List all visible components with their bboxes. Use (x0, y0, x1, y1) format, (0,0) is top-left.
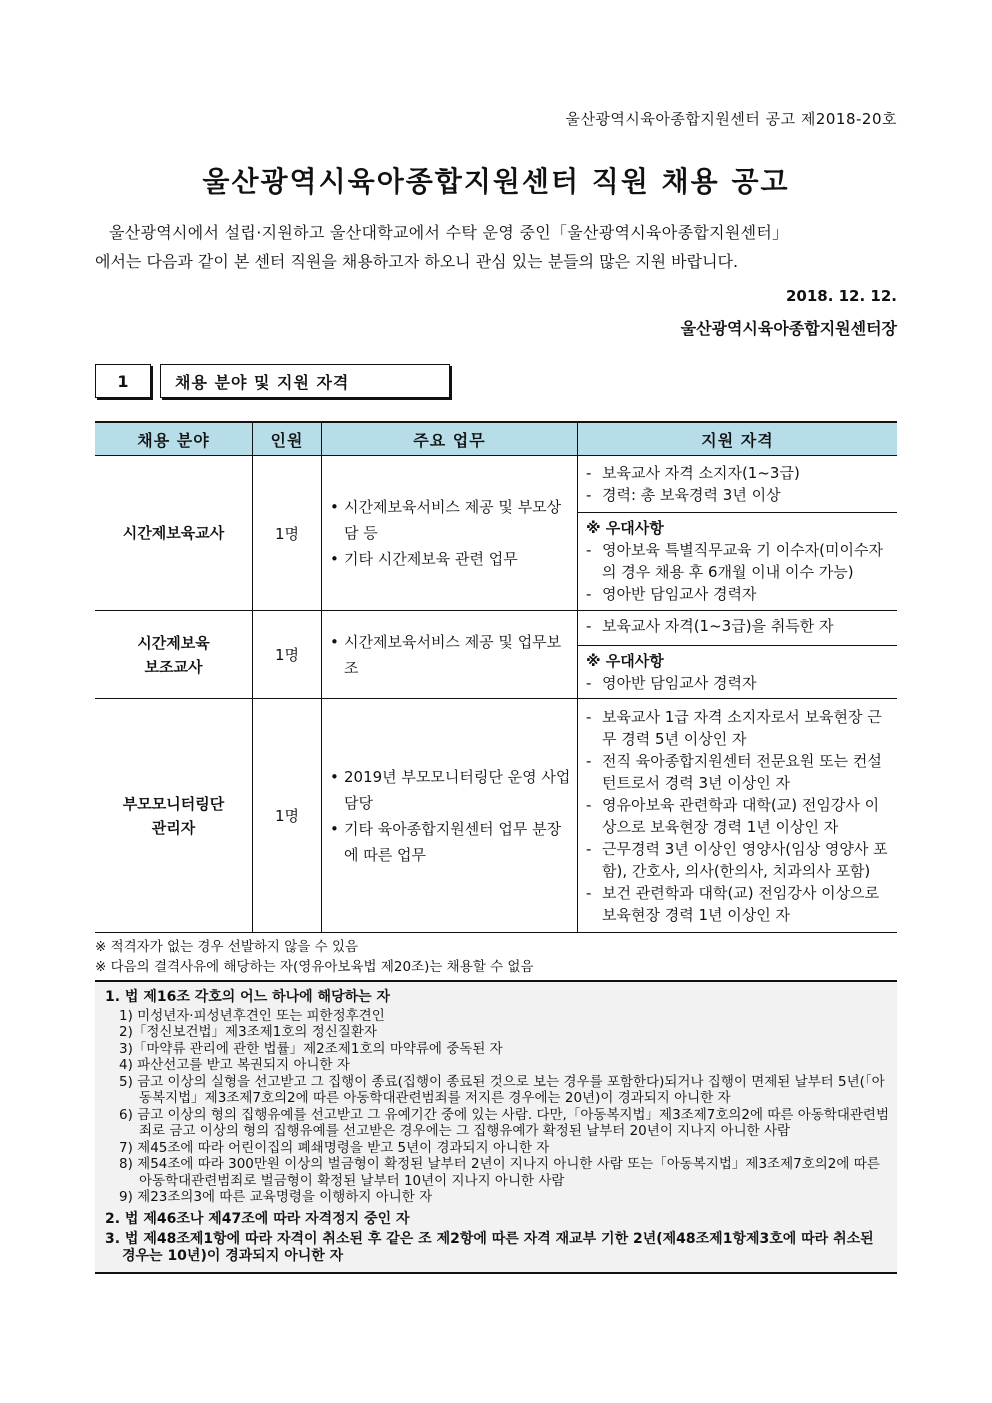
table-row (95, 699, 897, 933)
qualification-item: - 근무경력 3년 이상인 영양사(임상 영양사 포함), 간호사, 의사(한의사, 치과의사 포함) (582, 838, 891, 882)
field-name: 보조교사 (144, 657, 203, 676)
list-item: 8) 제54조에 따라 300만원 이상의 벌금형이 확정된 날부터 2년이 지나지 아니한 사람 또는「아동복지법」제3조제7호의2에 따른 아동학대관련범죄로 벌금형이 확정된 날부터 10년이 지나지 아니한 사람 (119, 1156, 880, 1189)
qualification-item: - 경력: 총 보육경력 3년 이상 (582, 484, 891, 506)
intro-paragraph (95, 218, 900, 276)
preference-item: - 영아반 담임교사 경력자 (582, 672, 891, 694)
header-field: 채용 분야 (95, 422, 253, 456)
header-count: 인원 (253, 422, 322, 456)
field-name: 시간제보육 (137, 633, 210, 652)
list-item: 3)「마약류 관리에 관한 법률」제2조제1호의 마약류에 중독된 자 (119, 1040, 503, 1057)
qualification-item: - 보건 관련학과 대학(교) 전임강사 이상으로 보육현장 경력 1년 이상인 자 (582, 882, 891, 926)
duty-item: • 2019년 부모모니터링단 운영 사업 담당 (326, 764, 571, 816)
intro-line: 울산광역시에서 설립·지원하고 울산대학교에서 수탁 운영 중인「울산광역시육아종합지원센터」 (109, 223, 789, 242)
field-name: 시간제보육교사 (122, 524, 225, 542)
count-cell: 1명 (253, 456, 322, 611)
issuer: 울산광역시육아종합지원센터장 (680, 319, 897, 338)
field-cell (95, 699, 253, 933)
disqualification-heading: 1. 법 제16조 각호의 어느 하나에 해당하는 자 (105, 989, 391, 1005)
disqualification-box (95, 980, 897, 1274)
field-name: 부모모니터링단 (122, 794, 225, 813)
note-item: ※ 다음의 결격사유에 해당하는 자(영유아보육법 제20조)는 채용할 수 없음 (95, 959, 534, 975)
qualification-item: - 보육교사 1급 자격 소지자로서 보육현장 근무 경력 5년 이상인 자 (582, 706, 891, 750)
duty-item: • 기타 시간제보육 관련 업무 (326, 546, 571, 572)
list-item: 2)「정신보건법」제3조제1호의 정신질환자 (119, 1024, 377, 1040)
list-item: 5) 금고 이상의 실형을 선고받고 그 집행이 종료(집행이 종료된 것으로 보는 경우를 포함한다)되거나 집행이 면제된 날부터 5년(「아동복지법」제3조제7호의2에 따른 아동학대관련범죄를 저지른 경우에는 20년)이 경과되지 아니한 자 (119, 1073, 885, 1106)
qualification-item: - 보육교사 자격 소지자(1~3급) (582, 462, 891, 484)
note-item: ※ 적격자가 없는 경우 선발하지 않을 수 있음 (95, 939, 359, 955)
preference-label: ※ 우대사항 (586, 518, 664, 537)
qualifications-cell (578, 456, 898, 611)
qualification-item: - 보육교사 자격(1~3급)을 취득한 자 (582, 615, 891, 637)
qualifications-cell (578, 699, 898, 933)
disqualification-heading: 3. 법 제48조제1항에 따라 자격이 취소된 후 같은 조 제2항에 따른 자격 재교부 기한 2년(제48조제1항제3호에 따라 취소된 경우는 10년)이 경과되지 아니한 자 (105, 1231, 874, 1264)
qualifications-cell (578, 611, 898, 699)
qualification-item: - 영유아보육 관련학과 대학(교) 전임강사 이상으로 보육현장 경력 1년 이상인 자 (582, 794, 891, 838)
field-cell (95, 456, 253, 611)
duties-cell (322, 611, 578, 699)
recruitment-table (95, 421, 897, 933)
duties-cell (322, 699, 578, 933)
preference-item: - 영아반 담임교사 경력자 (582, 583, 891, 605)
count-cell: 1명 (253, 699, 322, 933)
notice-number: 울산광역시육아종합지원센터 공고 제2018-20호 (565, 110, 897, 128)
list-item: 6) 금고 이상의 형의 집행유예를 선고받고 그 유예기간 중에 있는 사람. 다만,「아동복지법」제3조제7호의2에 따른 아동학대관련범죄로 금고 이상의 형의 집행유예를 선고받은 경우에는 그 집행유예가 확정된 날부터 20년이 지나지 아니한 사람 (119, 1106, 889, 1139)
duty-item: • 시간제보육서비스 제공 및 업무보조 (326, 629, 571, 681)
announcement-date: 2018. 12. 12. (785, 287, 897, 305)
list-item: 1) 미성년자·피성년후견인 또는 피한정후견인 (119, 1007, 385, 1024)
disqualification-heading: 2. 법 제46조나 제47조에 따라 자격정지 중인 자 (105, 1210, 410, 1227)
intro-line: 에서는 다음과 같이 본 센터 직원을 채용하고자 하오니 관심 있는 분들의 많은 지원 바랍니다. (95, 252, 739, 271)
page-title: 울산광역시육아종합지원센터 직원 채용 공고 (202, 165, 790, 198)
duties-cell (322, 456, 578, 611)
field-cell (95, 611, 253, 699)
list-item: 9) 제23조의3에 따른 교육명령을 이행하지 아니한 자 (119, 1189, 433, 1205)
count-cell: 1명 (253, 611, 322, 699)
section-title-box: 채용 분야 및 지원 자격 (160, 364, 450, 398)
list-item: 4) 파산선고를 받고 복권되지 아니한 자 (119, 1057, 350, 1073)
notes (95, 937, 534, 977)
table-row (95, 611, 897, 699)
table-row (95, 456, 897, 611)
duty-item: • 기타 육아종합지원센터 업무 분장에 따른 업무 (326, 816, 571, 868)
table-header-row (95, 422, 897, 456)
list-item: 7) 제45조에 따라 어린이집의 폐쇄명령을 받고 5년이 경과되지 아니한 자 (119, 1139, 550, 1156)
preference-label: ※ 우대사항 (586, 652, 664, 670)
qualification-item: - 전직 육아종합지원센터 전문요원 또는 컨설턴트로서 경력 3년 이상인 자 (582, 750, 891, 794)
section-number-box: 1 (95, 364, 151, 398)
preference-item: - 영아보육 특별직무교육 기 이수자(미이수자의 경우 채용 후 6개월 이내 이수 가능) (582, 539, 891, 583)
header-duties: 주요 업무 (322, 422, 578, 456)
field-name: 관리자 (151, 818, 196, 837)
duty-item: • 시간제보육서비스 제공 및 부모상담 등 (326, 494, 571, 546)
header-qualifications: 지원 자격 (578, 422, 898, 456)
